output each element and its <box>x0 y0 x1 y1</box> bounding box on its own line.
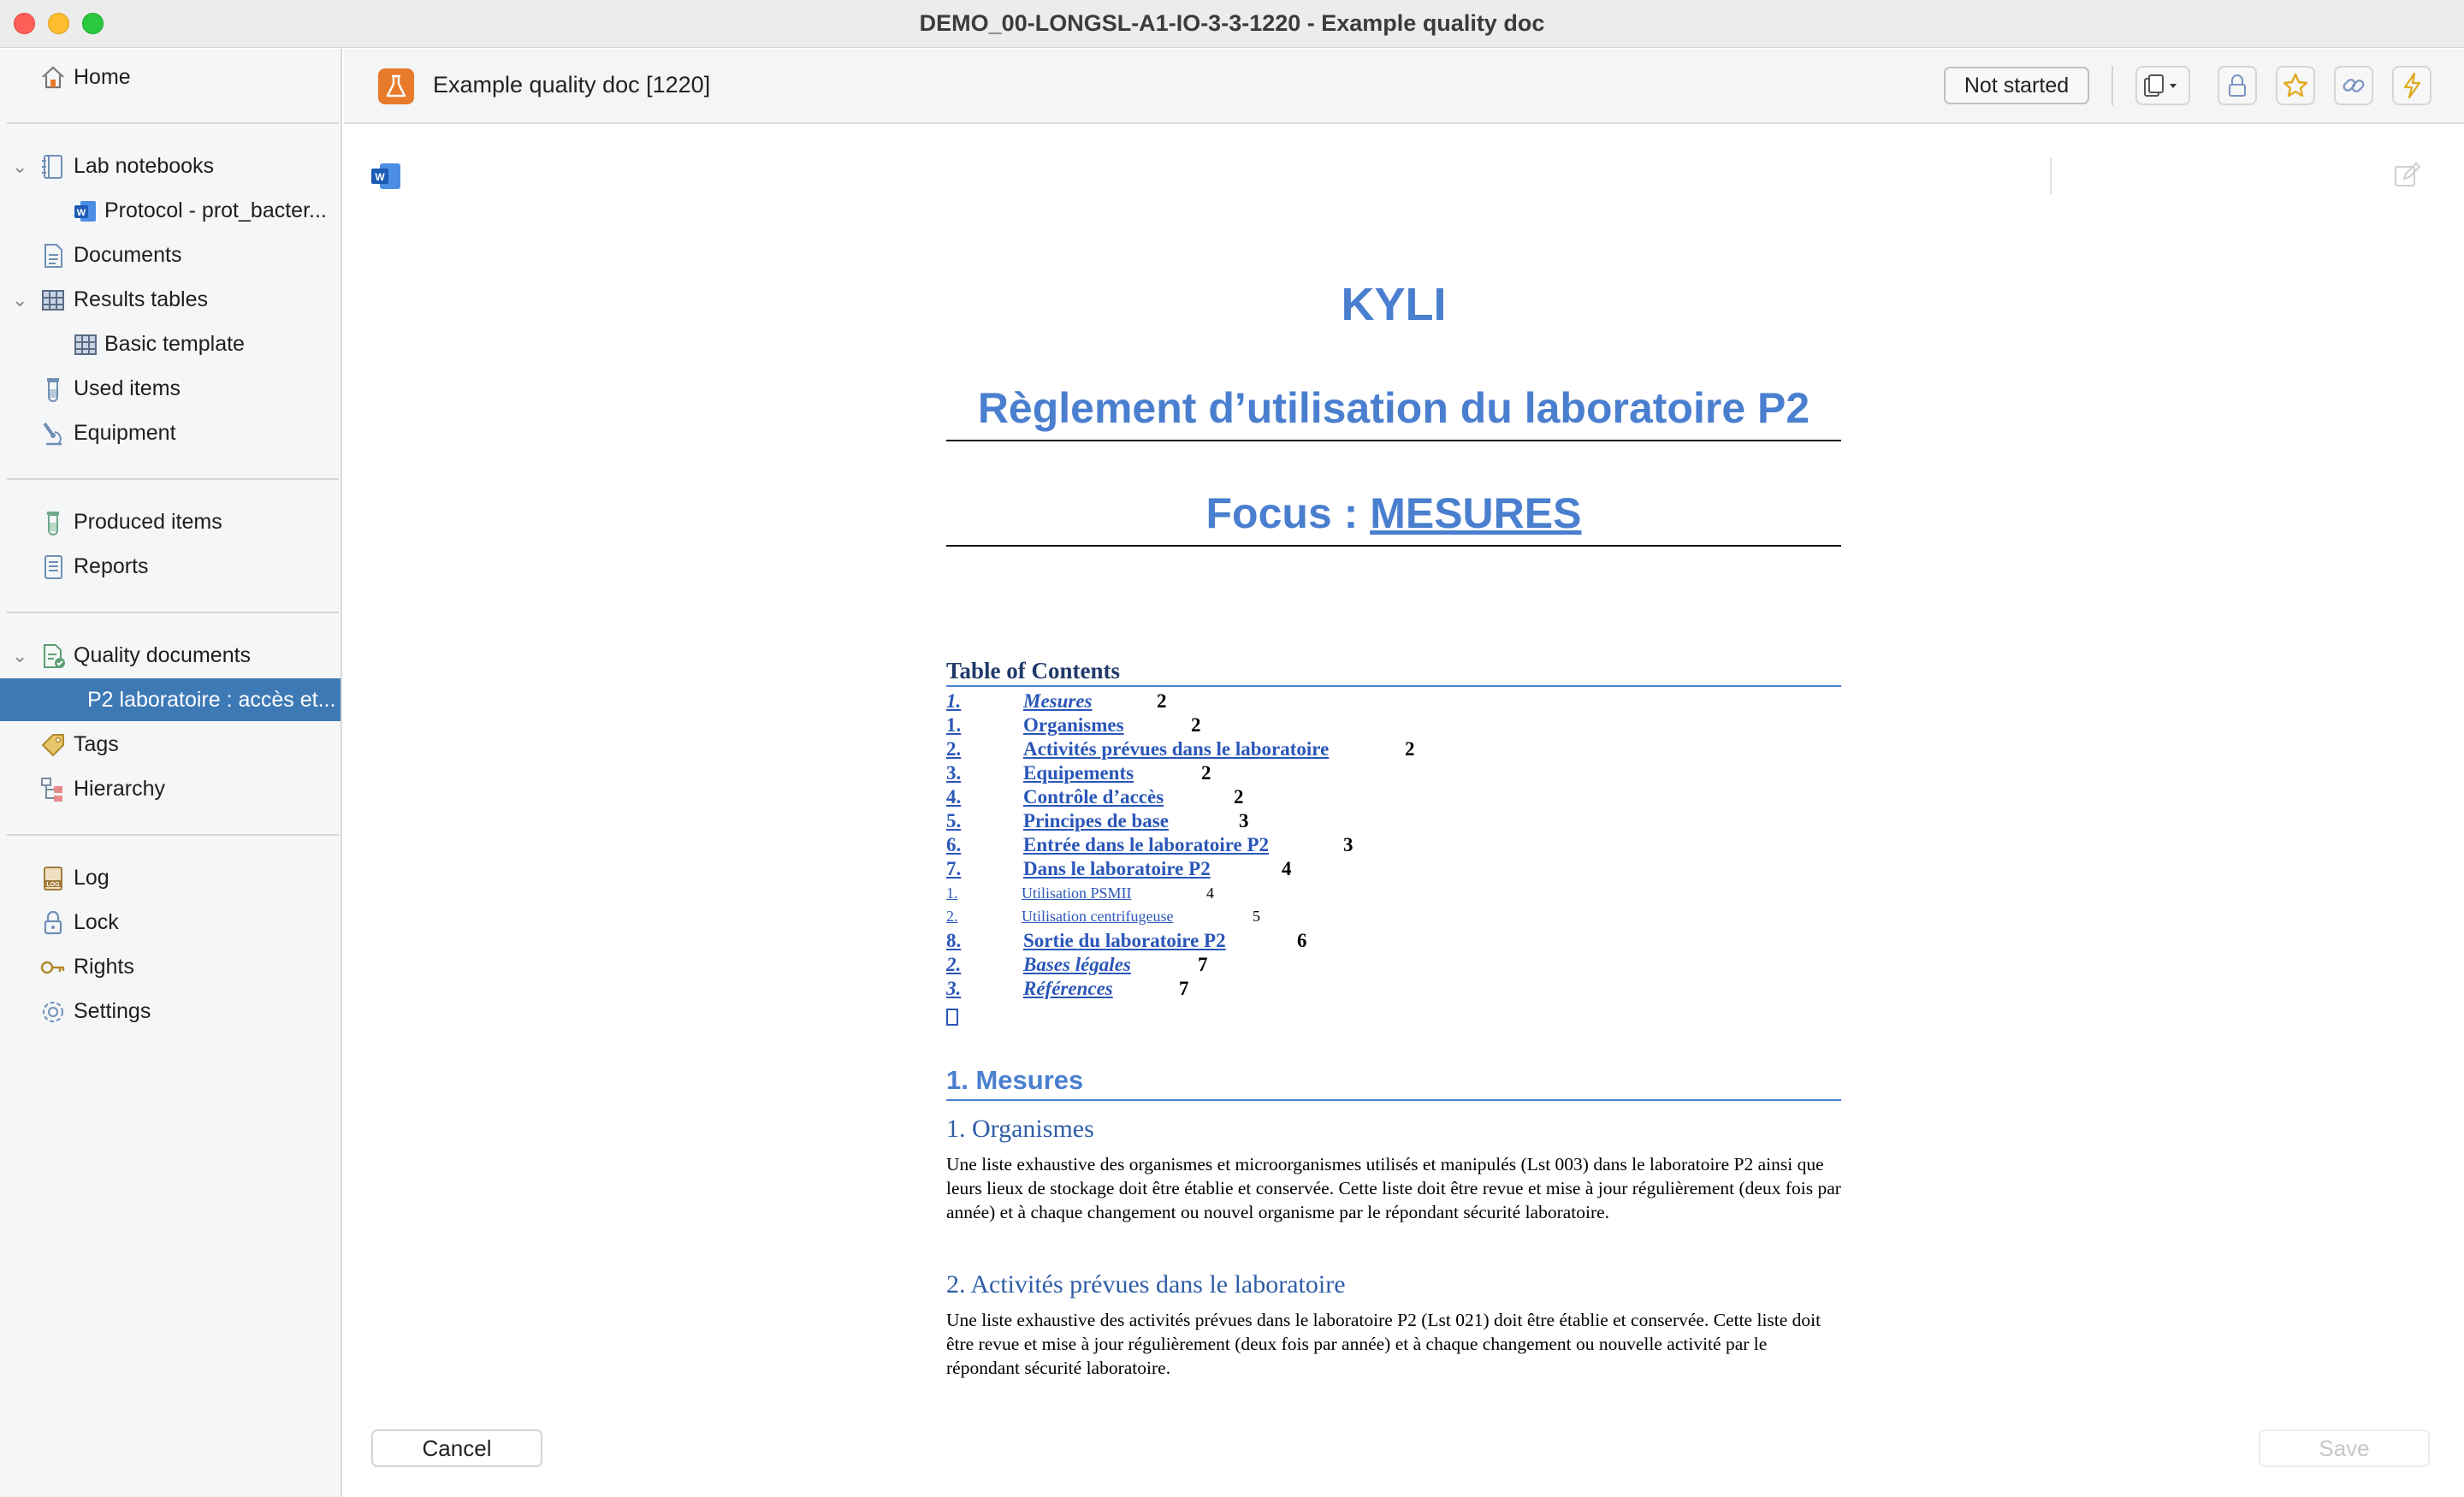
svg-text:W: W <box>76 208 86 218</box>
toc-number: 2. <box>946 954 962 975</box>
sidebar-item-label: Rights <box>74 955 134 979</box>
toc-number: 2. <box>946 738 962 760</box>
sidebar-item-used-items[interactable] <box>0 367 341 410</box>
svg-text:LOG: LOG <box>46 882 60 888</box>
sidebar-item-p2-laboratoire[interactable] <box>0 678 341 721</box>
toc-number: 1. <box>946 690 962 712</box>
toc-number: 2. <box>946 908 958 925</box>
toc-link[interactable]: Contrôle d’accès <box>1023 786 1164 808</box>
toc-link[interactable]: Sortie du laboratoire P2 <box>1023 930 1226 951</box>
sidebar-item-label: Log <box>74 866 110 890</box>
divider <box>2112 66 2113 105</box>
paragraph: Une liste exhaustive des activités prévues dans le laboratoire P2 (Lst 021) doit être établie et conservée. Cette liste doit être revue et mise à jour régulièrement (deux fois par année) et à chaque changement ou nouvelle activité par le répondant sécurité laboratoire. <box>946 1310 1821 1378</box>
toc-page: 7 <box>1179 978 1189 999</box>
toc-page: 3 <box>1343 834 1353 855</box>
notebook-icon <box>39 153 67 180</box>
sidebar-item-quality-documents[interactable] <box>0 634 341 677</box>
log-icon <box>39 865 67 892</box>
sidebar-item-results-tables[interactable] <box>0 278 341 321</box>
sidebar-item-lock[interactable] <box>0 901 341 944</box>
toc-page: 2 <box>1191 714 1201 736</box>
sidebar-item-produced-items[interactable] <box>0 500 341 543</box>
lock-icon <box>39 909 67 937</box>
toc-link[interactable]: Principes de base <box>1023 810 1169 831</box>
toc-page: 3 <box>1239 810 1249 831</box>
toc-end-marker <box>946 1009 958 1026</box>
tag-icon <box>39 731 67 759</box>
microscope-icon <box>39 420 67 447</box>
hierarchy-icon <box>39 776 67 803</box>
toc-link[interactable]: Bases légales <box>1023 954 1131 975</box>
sidebar-item-label: Quality documents <box>74 643 252 667</box>
toc-link[interactable]: Organismes <box>1023 714 1124 736</box>
toc-number: 5. <box>946 810 962 831</box>
toc-page: 2 <box>1405 738 1415 760</box>
toc-page: 7 <box>1198 954 1208 975</box>
toc-number: 1. <box>946 885 958 902</box>
toc-link[interactable]: Dans le laboratoire P2 <box>1023 858 1211 879</box>
sidebar-item-label: Protocol - prot_bacter... <box>104 198 327 222</box>
tube-green-icon <box>39 509 67 536</box>
toc-number: 4. <box>946 786 962 808</box>
edit-icon[interactable] <box>2392 160 2423 191</box>
toc-page: 2 <box>1234 786 1244 808</box>
toc-number: 6. <box>946 834 962 855</box>
document-header <box>344 49 2464 124</box>
sidebar-item-label: Equipment <box>74 421 176 445</box>
sidebar-item-label: Produced items <box>74 510 222 534</box>
sidebar-item-label: Results tables <box>74 287 209 311</box>
link-button[interactable] <box>2334 66 2373 105</box>
cancel-button[interactable]: Cancel <box>371 1429 542 1467</box>
sidebar-item-label: Basic template <box>104 332 245 356</box>
document-title: Example quality doc [1220] <box>433 72 711 98</box>
table-icon <box>39 287 67 314</box>
favorite-button[interactable] <box>2276 66 2315 105</box>
svg-text:W: W <box>375 171 385 183</box>
quality-doc-icon <box>39 642 67 670</box>
report-icon <box>39 553 67 581</box>
star-icon <box>2277 68 2313 104</box>
sidebar-item-hierarchy[interactable] <box>0 767 341 810</box>
divider <box>7 478 339 480</box>
sidebar-item-documents[interactable] <box>0 234 341 276</box>
sidebar-item-rights[interactable] <box>0 945 341 988</box>
toc-page: 2 <box>1157 690 1167 712</box>
section-heading: 1. Mesures <box>946 1065 1841 1101</box>
save-button[interactable]: Save <box>2259 1429 2430 1467</box>
toc-number: 8. <box>946 930 962 951</box>
toc-link[interactable]: Activités prévues dans le laboratoire <box>1023 738 1330 760</box>
toc-number: 1. <box>946 714 962 736</box>
window-title: DEMO_00-LONGSL-A1-IO-3-3-1220 - Example quality doc <box>919 10 1545 36</box>
toc-number: 3. <box>946 762 962 784</box>
document-icon <box>39 242 67 269</box>
toc-page: 6 <box>1297 930 1307 951</box>
sidebar-item-label: Lab notebooks <box>74 154 215 178</box>
toc-number: 3. <box>946 978 962 999</box>
toc-link[interactable]: Mesures <box>1023 690 1093 712</box>
copy-menu-button[interactable] <box>2135 66 2190 105</box>
toc-link[interactable]: Entrée dans le laboratoire P2 <box>1023 834 1270 855</box>
sidebar-item-label: Reports <box>74 554 149 578</box>
toc-page: 4 <box>1282 858 1292 879</box>
toc-link[interactable]: Utilisation PSMII <box>1022 885 1132 902</box>
lock-icon <box>2219 68 2255 104</box>
link-icon <box>2336 68 2372 104</box>
subsection-heading: 1. Organismes <box>946 1115 1094 1143</box>
divider <box>7 834 339 836</box>
divider <box>7 612 339 613</box>
flask-icon <box>378 68 414 104</box>
sidebar-item-label: Tags <box>74 732 119 756</box>
word-doc-icon[interactable] <box>370 162 402 191</box>
toc-page: 5 <box>1253 908 1260 925</box>
document-viewer <box>344 126 2464 1497</box>
sidebar-item-home[interactable] <box>0 56 341 98</box>
lock-button[interactable] <box>2218 66 2257 105</box>
toc-page: 2 <box>1201 762 1211 784</box>
toc-link[interactable]: Références <box>1023 978 1113 999</box>
focus-prefix: Focus : <box>1205 489 1371 537</box>
divider <box>7 122 339 124</box>
sidebar-item-settings[interactable] <box>0 990 341 1033</box>
tube-icon <box>39 376 67 403</box>
doc-heading-kyli: KYLI <box>1341 279 1447 330</box>
toc-number: 7. <box>946 858 962 879</box>
chevron-down-icon[interactable]: ⌄ <box>12 289 28 311</box>
sidebar-item-lab-notebooks[interactable] <box>0 145 341 187</box>
sidebar-item-log[interactable] <box>0 856 341 899</box>
sidebar-item-tags[interactable] <box>0 723 341 766</box>
doc-heading-reglement: Règlement d’utilisation du laboratoire P2 <box>946 383 1841 441</box>
sidebar-item-label: Documents <box>74 243 182 267</box>
sidebar-item-basic-template[interactable] <box>0 322 341 365</box>
status-button[interactable]: Not started <box>1944 67 2089 104</box>
sidebar-item-equipment[interactable] <box>0 411 341 454</box>
table-icon <box>72 331 99 358</box>
toc-link[interactable]: Equipements <box>1023 762 1134 784</box>
sidebar-item-protocol[interactable] <box>0 189 341 232</box>
sidebar-item-label: Lock <box>74 910 119 934</box>
sidebar-item-label: Home <box>74 65 131 89</box>
sidebar <box>0 49 342 1497</box>
focus-link[interactable]: MESURES <box>1370 489 1582 537</box>
sidebar-item-label: Hierarchy <box>74 777 165 801</box>
window-titlebar <box>0 0 2464 48</box>
word-doc-icon <box>72 198 99 225</box>
sidebar-item-label: Used items <box>74 376 181 400</box>
chevron-down-icon[interactable]: ⌄ <box>12 645 28 666</box>
toc-title: Table of Contents <box>946 658 1841 687</box>
gear-icon <box>39 998 67 1026</box>
sidebar-item-reports[interactable] <box>0 545 341 588</box>
key-icon <box>39 954 67 981</box>
sidebar-item-label: P2 laboratoire : accès et... <box>87 688 336 712</box>
doc-heading-focus <box>946 488 1841 547</box>
chevron-down-icon[interactable]: ⌄ <box>12 156 28 177</box>
sidebar-item-label: Settings <box>74 999 151 1023</box>
lightning-icon <box>2394 68 2430 104</box>
paragraph: Une liste exhaustive des organismes et microorganismes utilisés et manipulés (Lst 003) dans le laboratoire P2 ainsi que leurs lieux de stockage doit être établie et conservée. Cette liste doit être revue et mise à jour régulièrement (deux fois par année) et à chaque changement ou nouvel organisme par le répondant sécurité laboratoire. <box>946 1154 1841 1222</box>
copy-icon <box>2137 68 2189 104</box>
toc-page: 4 <box>1206 885 1214 902</box>
toc-link[interactable]: Utilisation centrifugeuse <box>1022 908 1174 925</box>
subsection-heading: 2. Activités prévues dans le laboratoire <box>946 1270 1346 1299</box>
home-icon <box>39 64 67 92</box>
divider <box>2050 158 2052 194</box>
action-button[interactable] <box>2392 66 2431 105</box>
